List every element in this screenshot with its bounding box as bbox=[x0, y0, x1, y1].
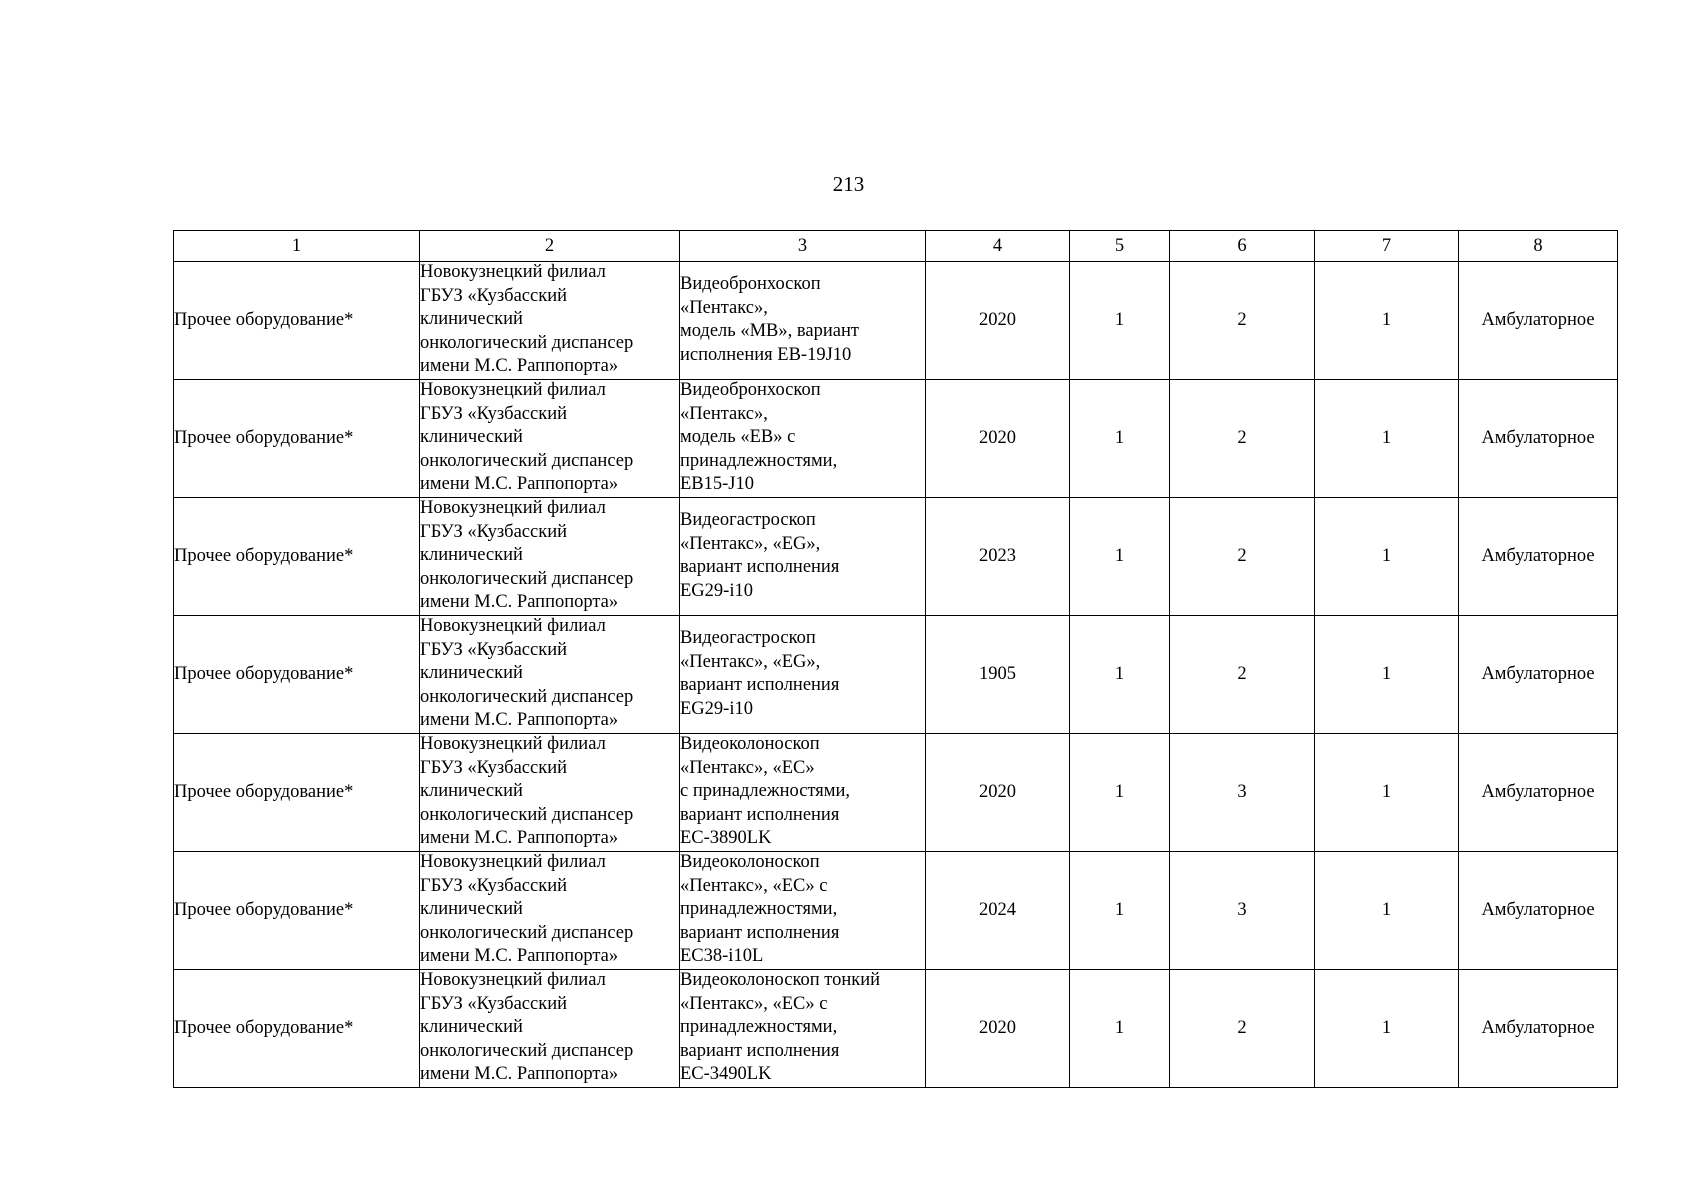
organization-text: Новокузнецкий филиал ГБУЗ «Кузбасский клинический онкологический диспансер имени М.С. Раппопорта» bbox=[420, 734, 634, 849]
care-mode-cell: Амбулаторное bbox=[1459, 852, 1618, 970]
column-7-cell: 1 bbox=[1315, 262, 1459, 380]
device-text: Видеоколоноскоп «Пентакс», «EC» с принадлежностями, вариант исполнения EC-3890LK bbox=[680, 734, 851, 849]
column-7-cell: 1 bbox=[1315, 970, 1459, 1088]
column-6-cell: 2 bbox=[1170, 498, 1315, 616]
column-5-cell: 1 bbox=[1070, 380, 1170, 498]
year-cell: 2020 bbox=[926, 734, 1070, 852]
column-header-2: 2 bbox=[420, 231, 680, 262]
organization-text: Новокузнецкий филиал ГБУЗ «Кузбасский клинический онкологический диспансер имени М.С. Раппопорта» bbox=[420, 498, 634, 613]
organization-cell bbox=[420, 616, 680, 734]
table-row bbox=[174, 734, 1618, 852]
year-cell: 2024 bbox=[926, 852, 1070, 970]
device-text: Видеогастроскоп «Пентакс», «EG», вариант исполнения EG29-i10 bbox=[680, 510, 840, 601]
table-row bbox=[174, 380, 1618, 498]
organization-cell bbox=[420, 262, 680, 380]
device-cell bbox=[680, 380, 926, 498]
column-5-cell: 1 bbox=[1070, 262, 1170, 380]
column-header-5: 5 bbox=[1070, 231, 1170, 262]
organization-cell bbox=[420, 970, 680, 1088]
year-cell: 2020 bbox=[926, 262, 1070, 380]
year-cell: 2023 bbox=[926, 498, 1070, 616]
column-6-cell: 3 bbox=[1170, 734, 1315, 852]
device-cell bbox=[680, 262, 926, 380]
column-5-cell: 1 bbox=[1070, 734, 1170, 852]
device-cell bbox=[680, 852, 926, 970]
page-number: 213 bbox=[832, 172, 865, 196]
column-6-cell: 3 bbox=[1170, 852, 1315, 970]
year-cell: 2020 bbox=[926, 970, 1070, 1088]
column-header-3: 3 bbox=[680, 231, 926, 262]
equipment-type-cell: Прочее оборудование* bbox=[174, 262, 420, 380]
device-text: Видеобронхоскоп «Пентакс», модель «MB», вариант исполнения EB-19J10 bbox=[680, 274, 859, 365]
organization-cell bbox=[420, 498, 680, 616]
column-7-cell: 1 bbox=[1315, 380, 1459, 498]
care-mode-cell: Амбулаторное bbox=[1459, 262, 1618, 380]
column-5-cell: 1 bbox=[1070, 498, 1170, 616]
care-mode-cell: Амбулаторное bbox=[1459, 380, 1618, 498]
column-6-cell: 2 bbox=[1170, 262, 1315, 380]
column-7-cell: 1 bbox=[1315, 734, 1459, 852]
column-7-cell: 1 bbox=[1315, 498, 1459, 616]
equipment-table bbox=[173, 230, 1618, 1088]
care-mode-cell: Амбулаторное bbox=[1459, 734, 1618, 852]
organization-text: Новокузнецкий филиал ГБУЗ «Кузбасский клинический онкологический диспансер имени М.С. Раппопорта» bbox=[420, 852, 634, 967]
device-cell bbox=[680, 734, 926, 852]
equipment-type-cell: Прочее оборудование* bbox=[174, 380, 420, 498]
table-row bbox=[174, 616, 1618, 734]
table-row bbox=[174, 852, 1618, 970]
year-cell: 1905 bbox=[926, 616, 1070, 734]
column-header-8: 8 bbox=[1459, 231, 1618, 262]
organization-text: Новокузнецкий филиал ГБУЗ «Кузбасский клинический онкологический диспансер имени М.С. Раппопорта» bbox=[420, 262, 634, 377]
column-header-7: 7 bbox=[1315, 231, 1459, 262]
device-text: Видеоколоноскоп тонкий «Пентакс», «EC» с принадлежностями, вариант исполнения EC-3490LK bbox=[680, 970, 881, 1085]
table-row bbox=[174, 970, 1618, 1088]
column-header-4: 4 bbox=[926, 231, 1070, 262]
column-5-cell: 1 bbox=[1070, 970, 1170, 1088]
table-row bbox=[174, 262, 1618, 380]
column-6-cell: 2 bbox=[1170, 970, 1315, 1088]
care-mode-cell: Амбулаторное bbox=[1459, 498, 1618, 616]
device-text: Видеоколоноскоп «Пентакс», «EC» с принадлежностями, вариант исполнения EC38-i10L bbox=[680, 852, 840, 967]
column-5-cell: 1 bbox=[1070, 616, 1170, 734]
organization-text: Новокузнецкий филиал ГБУЗ «Кузбасский клинический онкологический диспансер имени М.С. Раппопорта» bbox=[420, 970, 634, 1085]
equipment-type-cell: Прочее оборудование* bbox=[174, 852, 420, 970]
column-7-cell: 1 bbox=[1315, 616, 1459, 734]
organization-cell bbox=[420, 734, 680, 852]
organization-text: Новокузнецкий филиал ГБУЗ «Кузбасский клинический онкологический диспансер имени М.С. Раппопорта» bbox=[420, 380, 634, 495]
table-body bbox=[174, 262, 1618, 1088]
column-6-cell: 2 bbox=[1170, 616, 1315, 734]
column-5-cell: 1 bbox=[1070, 852, 1170, 970]
equipment-type-cell: Прочее оборудование* bbox=[174, 970, 420, 1088]
column-header-6: 6 bbox=[1170, 231, 1315, 262]
year-cell: 2020 bbox=[926, 380, 1070, 498]
column-header-1: 1 bbox=[174, 231, 420, 262]
equipment-type-cell: Прочее оборудование* bbox=[174, 616, 420, 734]
device-text: Видеогастроскоп «Пентакс», «EG», вариант исполнения EG29-i10 bbox=[680, 628, 840, 719]
organization-cell bbox=[420, 852, 680, 970]
equipment-type-cell: Прочее оборудование* bbox=[174, 734, 420, 852]
care-mode-cell: Амбулаторное bbox=[1459, 616, 1618, 734]
header-row bbox=[174, 231, 1618, 262]
column-7-cell: 1 bbox=[1315, 852, 1459, 970]
table-header bbox=[174, 231, 1618, 262]
table-row bbox=[174, 498, 1618, 616]
equipment-type-cell: Прочее оборудование* bbox=[174, 498, 420, 616]
organization-cell bbox=[420, 380, 680, 498]
device-cell bbox=[680, 970, 926, 1088]
device-cell bbox=[680, 616, 926, 734]
care-mode-cell: Амбулаторное bbox=[1459, 970, 1618, 1088]
column-6-cell: 2 bbox=[1170, 380, 1315, 498]
device-cell bbox=[680, 498, 926, 616]
device-text: Видеобронхоскоп «Пентакс», модель «EB» с принадлежностями, EB15-J10 bbox=[680, 380, 838, 495]
organization-text: Новокузнецкий филиал ГБУЗ «Кузбасский клинический онкологический диспансер имени М.С. Раппопорта» bbox=[420, 616, 634, 731]
